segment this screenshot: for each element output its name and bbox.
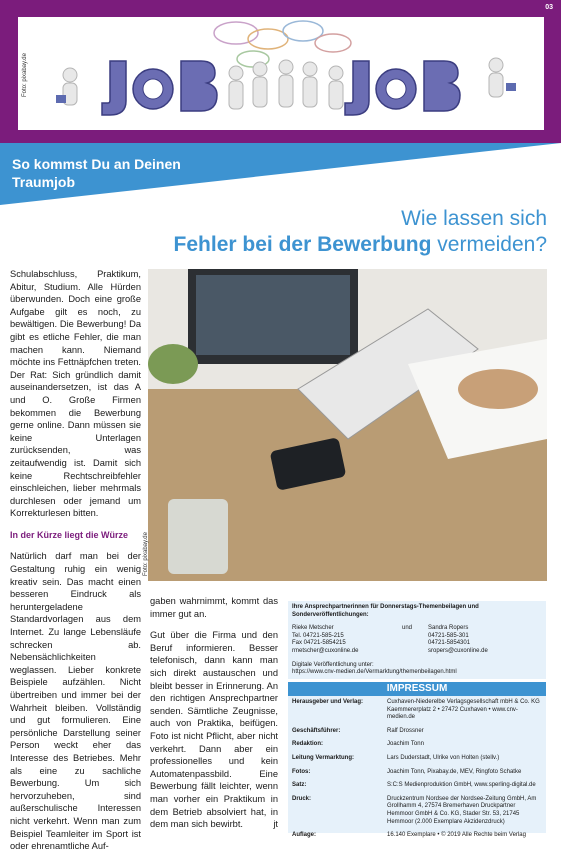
impressum-row bbox=[292, 741, 542, 749]
impressum-row bbox=[292, 782, 542, 790]
impressum-heading: IMPRESSUM bbox=[288, 682, 546, 696]
article-subhead: In der Kürze liegt die Würze bbox=[10, 529, 129, 540]
article-photo bbox=[148, 269, 547, 581]
impressum-key: Leitung Vermarktung: bbox=[292, 754, 355, 761]
contact-left-fax: Fax 04721-5854215 bbox=[292, 640, 346, 647]
article-paragraph-1: Schulabschluss, Praktikum, Abitur, Studium. Alle Hürden überwunden. Doch eine große Aufgabe gilt es noch, zu bewältigen. Die Bewerbung! Da gibt es etliche Fehler, die man machen kann. Niemand möchte ins Fettnäpfchen treten. Der Rat: Sich gründlich damit auseinandersetzen, ist das A und O. Große Firmen bekommen die Bewerbung gerne online. Dann müssen sie keine Unterlagen zurücksenden, was zeitaufwendig ist. Damit sich keine Rechtschreibfehler einschleichen, lieber mehrmals durchlesen oder jemand um Korrekturlesen bitten. bbox=[10, 269, 141, 519]
impressum-value: Cuxhaven-Niederelbe Verlagsgesellschaft mbH & Co. KG Kaemmererplatz 2 • 27472 Cuxhaven • www.cnv-medien.de bbox=[387, 699, 540, 721]
impressum-value: Lars Duderstadt, Ulrike von Holten (stellv.) bbox=[387, 754, 500, 761]
job-logo-illustration bbox=[18, 17, 544, 130]
article-column-2 bbox=[150, 595, 278, 840]
impressum-key: Fotos: bbox=[292, 768, 311, 775]
impressum-row bbox=[292, 769, 542, 777]
contact-box bbox=[288, 601, 546, 679]
article-author-sign: jt bbox=[273, 819, 278, 830]
impressum-key: Redaktion: bbox=[292, 741, 324, 748]
impressum-key: Satz: bbox=[292, 782, 307, 789]
contact-right-email[interactable]: sropers@cuxonline.de bbox=[428, 647, 488, 654]
photo-credit: Foto: pixabay.de bbox=[143, 532, 149, 576]
contact-left-phone: Tel. 04721-585-215 bbox=[292, 632, 344, 639]
impressum-key: Auflage: bbox=[292, 832, 316, 839]
article-paragraph-3: gaben wahrnimmt, kommt das immer gut an. bbox=[150, 596, 278, 619]
impressum-value: 16.140 Exemplare • © 2019 Alle Rechte beim Verlag bbox=[387, 832, 526, 839]
article-paragraph-4 bbox=[150, 629, 278, 831]
headline-line-1: Wie lassen sich bbox=[401, 207, 547, 230]
contact-digital-url[interactable]: https://www.cnv-medien.de/Vermarktung/themenbeilagen.html bbox=[292, 669, 457, 676]
page-number: 03 bbox=[545, 4, 553, 11]
impressum-row bbox=[292, 728, 542, 736]
contact-right-name: Sandra Ropers bbox=[428, 625, 469, 632]
impressum-value: Druckzentrum Nordsee der Nordsee-Zeitung GmbH, Am Grollhamm 4, 27574 Bremerhaven Druckpartner Hemmoor GmbH & Co. KG, Stader Str. 53, 21745 Hemmoor (2.000 Exemplare Akzidenzdruck) bbox=[387, 795, 537, 825]
impressum-row bbox=[292, 755, 542, 763]
impressum-value: Ralf Drossner bbox=[387, 727, 424, 734]
contact-title: Ihre Ansprechpartnerinnen für Donnerstags-Themenbeilagen und Sonderveröffentlichungen: bbox=[292, 604, 479, 618]
headline-rest: vermeiden? bbox=[431, 233, 547, 256]
contact-und: und bbox=[402, 625, 413, 632]
article-column-1 bbox=[10, 268, 141, 862]
impressum-key: Druck: bbox=[292, 795, 312, 802]
kicker-title bbox=[12, 155, 252, 191]
kicker-line-1: So kommst Du an Deinen bbox=[12, 156, 181, 172]
article-paragraph-4-text: Gut über die Firma und den Beruf informieren. Besser telefonisch, dann kann man sich direkt austauschen und bleibt besser in Erinnerung. An den richtigen Ansprechpartner senden. Sämtliche Zeugnisse, auch von Praktika, beifügen. Foto ist nicht Pflicht, aber nicht verkehrt. Dann aber ein professionelles und kein Automatenpassbild. Eine Bewerbung fällt leichter, wenn man vorher ein Praktikum in dem Betrieb absolviert hat, in dem man sich bewirbt. bbox=[150, 630, 278, 830]
header-illustration bbox=[18, 17, 544, 130]
impressum-row bbox=[292, 832, 542, 840]
contact-right-phone: 04721-585-301 bbox=[428, 632, 469, 639]
page-headline bbox=[127, 206, 547, 258]
kicker-line-2: Traumjob bbox=[12, 174, 76, 190]
header-photo-credit: Foto: pixabay.de bbox=[22, 53, 28, 97]
contact-left-email[interactable]: rmetscher@cuxonline.de bbox=[292, 647, 359, 654]
impressum-row bbox=[292, 796, 542, 826]
article-paragraph-2: Natürlich darf man bei der Gestaltung ruhig ein wenig kreativ sein. Das macht einen besseren Eindruck als heruntergeladene Standardvorlagen aus dem Internet. Zu lange Lebensläufe schrecken ab. Nebensächlichkeiten weglassen. Lieber konkrete Beispiele aufzählen. Nicht übertreiben und immer bei der Wahrheit bleiben. Vollständig und gut formulieren. Eine persönliche Darstellung seiner Person weckt eher das Interesse des Betriebes. Mehr als eine zu sachliche Bewerbung. Um sich hervorzuheben, sind außerschulische Interessen nicht verkehrt. Wenn man zum Beispiel Teamleiter im Sport ist oder ehrenamtliche Auf- bbox=[10, 551, 141, 852]
impressum-value: Joachim Tonn, Pixabay.de, MEV, Ringfoto Schatke bbox=[387, 768, 522, 775]
desk-photo-illustration bbox=[148, 269, 547, 581]
impressum-value: S:C:S Medienproduktion GmbH, www.sperling-digital.de bbox=[387, 782, 536, 789]
impressum-box bbox=[288, 696, 546, 839]
contact-right-fax: 04721-5854301 bbox=[428, 640, 471, 647]
impressum-value: Joachim Tonn bbox=[387, 741, 424, 748]
impressum-row bbox=[292, 699, 542, 722]
contact-digital-label: Digitale Veröffentlichung unter: bbox=[292, 661, 374, 668]
headline-bold: Fehler bei der Bewerbung bbox=[173, 233, 432, 256]
impressum-key: Geschäftsführer: bbox=[292, 727, 341, 734]
impressum-key: Herausgeber und Verlag: bbox=[292, 699, 364, 705]
contact-left-name: Rieke Metscher bbox=[292, 625, 334, 632]
